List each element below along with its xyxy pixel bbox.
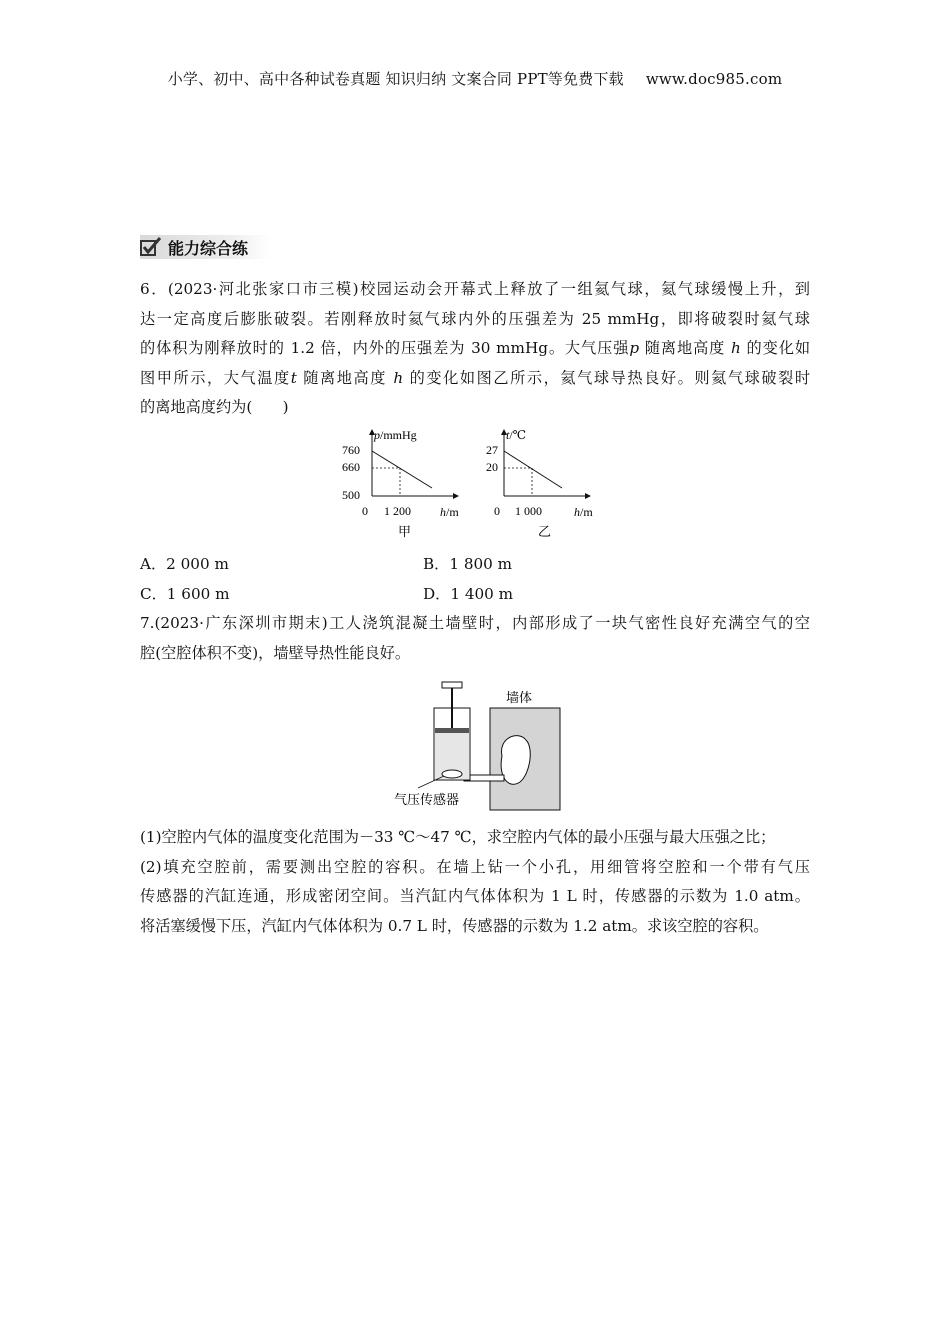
graph-yi-tick-20: 20	[486, 460, 498, 474]
graph-jia-tick-500: 500	[342, 488, 360, 502]
graph-jia-y-label: p/mmHg	[374, 428, 417, 442]
q6-option-b[interactable]: B．1 800 m	[423, 555, 513, 573]
graph-yi-caption: 乙	[538, 524, 552, 539]
q6-line-4: 图甲所示，大气温度t 随离地高度 h 的变化如图乙所示，氦气球导热良好。则氦气球破裂时	[140, 368, 811, 387]
graph-jia-origin: 0	[362, 504, 368, 518]
wall-label: 墙体	[506, 690, 533, 705]
q7-sub-line-1: (1)空腔内气体的温度变化范围为－33 ℃～47 ℃，求空腔内气体的最小压强与最大压强之比；	[140, 828, 776, 846]
piston-handle	[442, 682, 462, 688]
question-6-text	[140, 275, 810, 423]
piston	[435, 728, 469, 733]
q6-line-1: 6．(2023·河北张家口市三模)校园运动会开幕式上释放了一组氦气球，氦气球缓慢上升，到	[140, 280, 810, 298]
q7-line-1: 7.(2023·广东深圳市期末)工人浇筑混凝土墙壁时，内部形成了一块气密性良好充满空气的空	[140, 614, 810, 632]
section-heading	[140, 234, 248, 260]
q7-figure	[380, 676, 580, 816]
graph-jia-caption: 甲	[398, 524, 412, 539]
question-7-subquestions	[140, 823, 810, 941]
graph-yi-origin: 0	[494, 504, 500, 518]
q7-line-2: 腔(空腔体积不变)，墙壁导热性能良好。	[140, 643, 411, 662]
graph-jia-x-label: h/m	[440, 505, 459, 519]
header-text: 小学、初中、高中各种试卷真题 知识归纳 文案合同 PPT等免费下载	[167, 70, 624, 88]
q6-option-a[interactable]: A．2 000 m	[140, 555, 229, 573]
q6-option-d[interactable]: D．1 400 m	[423, 585, 514, 603]
graph-yi-tick-1000: 1 000	[515, 504, 542, 518]
q6-line-3: 的体积为刚释放时的 1.2 倍，内外的压强差为 30 mmHg。大气压强p 随离地高度 h 的变化如	[140, 339, 811, 358]
q6-line-2: 达一定高度后膨胀破裂。若刚释放时氦气球内外的压强差为 25 mmHg，即将破裂时氦气球	[140, 309, 810, 328]
graph-jia-tick-660: 660	[342, 460, 360, 474]
graph-yi-tick-27: 27	[486, 443, 498, 457]
q6-option-c[interactable]: C．1 600 m	[140, 585, 230, 603]
graph-jia-tick-760: 760	[342, 443, 360, 457]
graph-jia-line	[372, 451, 432, 488]
q7-sub-line-3: 传感器的汽缸连通，形成密闭空间。当汽缸内气体体积为 1 L 时，传感器的示数为 1.0 atm。	[140, 887, 810, 906]
question-7-text	[140, 609, 810, 668]
sensor-label: 气压传感器	[394, 792, 460, 807]
graph-jia	[342, 428, 459, 539]
sensor-pointer-line	[418, 776, 444, 788]
graph-jia-tick-1200: 1 200	[384, 504, 411, 518]
graph-yi	[486, 428, 593, 539]
graph-yi-line	[504, 451, 562, 488]
graph-yi-x-label: h/m	[574, 505, 593, 519]
checkbox-check-icon	[140, 237, 162, 257]
header-url[interactable]: www.doc985.com	[645, 70, 783, 88]
section-title: 能力综合练	[168, 238, 249, 258]
page-header	[0, 68, 950, 89]
q7-sub-line-2: (2)填充空腔前，需要测出空腔的容积。在墙上钻一个小孔，用细管将空腔和一个带有气压	[140, 857, 810, 876]
q7-sub-line-4: 将活塞缓慢下压，汽缸内气体体积为 0.7 L 时，传感器的示数为 1.2 atm。求该空腔的容积。	[140, 916, 769, 935]
q6-graphs	[340, 424, 620, 546]
q6-line-5: 的离地高度约为( )	[140, 398, 289, 417]
graph-yi-y-label: t/℃	[506, 428, 527, 442]
pressure-sensor	[442, 770, 462, 778]
